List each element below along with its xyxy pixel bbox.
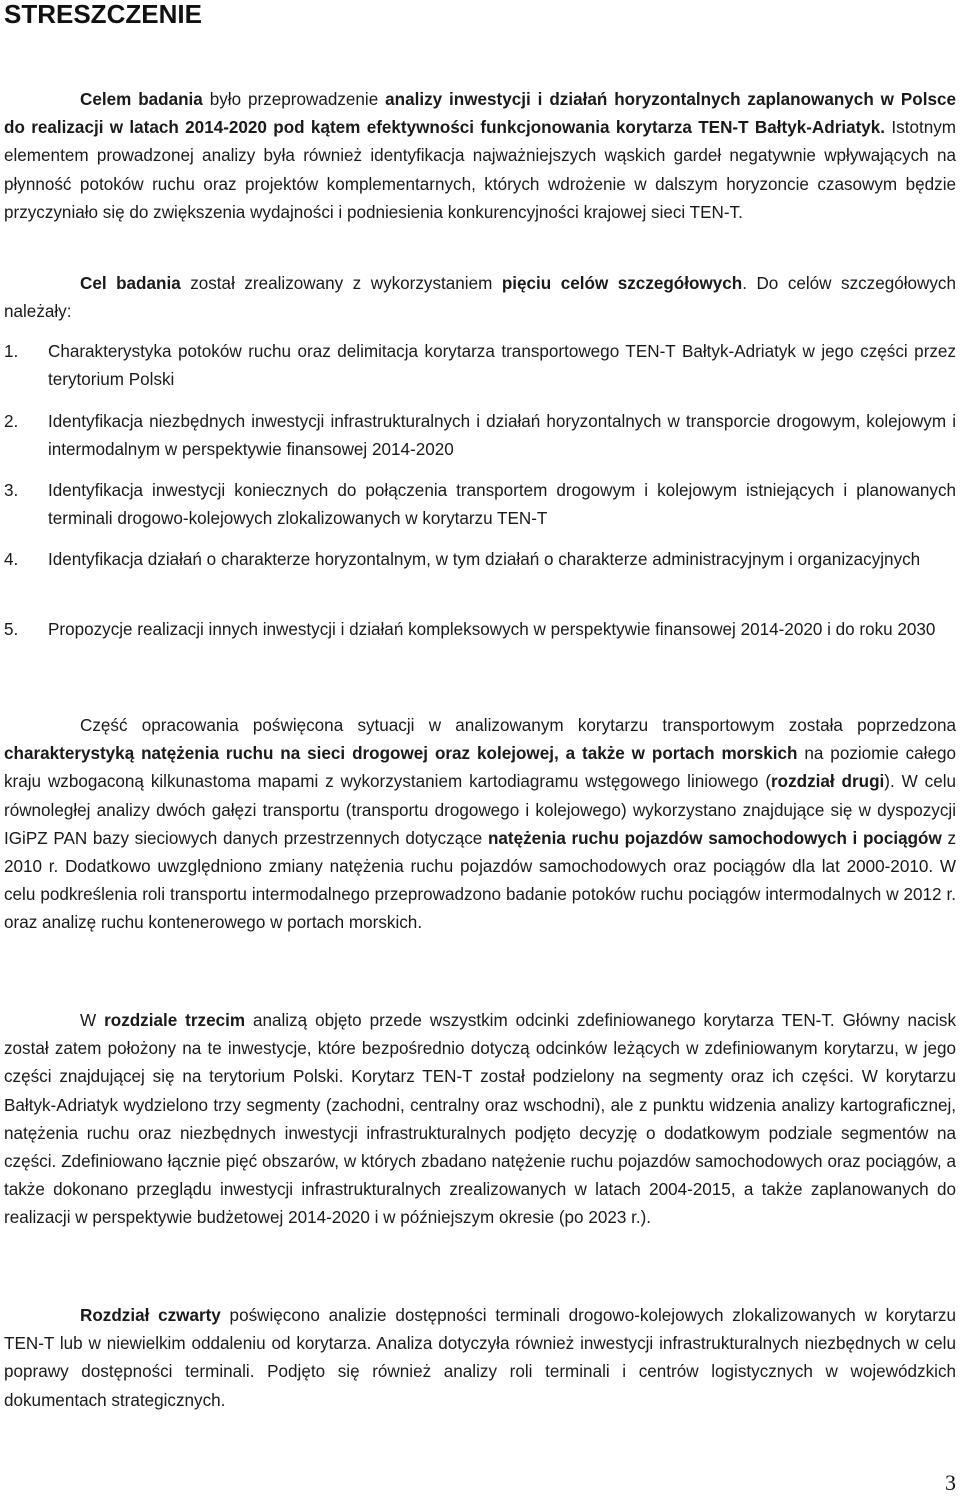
goals-bold-a: Cel badania [80, 274, 181, 293]
p3-bold-f: natężenia ruchu pojazdów samochodowych i pociągów [487, 828, 942, 848]
list-item [4, 338, 956, 394]
list-number: 1. [4, 342, 19, 361]
list-number: 2. [4, 412, 19, 431]
goals-text-d: . Do celów szczegółowych należały: [4, 274, 956, 322]
p4-text-c: analizą objęto przede wszystkim odcinki zdefiniowanego korytarza TEN-T. Główny nacisk został zatem położony na te inwestycje, które bezpośrednio dotyczą odcinków leżących w zdefiniowanym korytarzu, w jego części znajdującej się na terytorium Polski. Korytarz TEN-T został podzielony na segmenty oraz ich części. W korytarzu Bałtyk-Adriatyk wydzielono trzy segmenty (zachodni, centralny oraz wschodni), ale z punktu widzenia analizy kartograficznej, natężenia ruchu oraz niezbędnych inwestycji infrastrukturalnych podjęto decyzję o dodatkowym podziale segmentów na części. Zdefiniowano łącznie pięć obszarów, w których zbadano natężenie ruchu pojazdów samochodowych oraz pociągów, a także dokonano przeglądu inwestycji infrastrukturalnych zrealizowanych w latach 2004-2015, a także zaplanowanych do realizacji w perspektywie budżetowej 2014-2020 i w późniejszym okresie (po 2023 r.). [4, 1011, 957, 1228]
page-number: 3 [945, 1470, 956, 1495]
p3-text-c: na poziomie całego kraju wzbogaconą kilkunastoma mapami z wykorzystaniem kartodiagramu wstęgowego liniowego ( [4, 744, 956, 792]
list-item [4, 408, 956, 464]
list-item [4, 546, 956, 574]
p3-bold-b: charakterystyką natężenia ruchu na sieci drogowej oraz kolejowej, a także w portach morskich [4, 744, 798, 764]
list-text: Charakterystyka potoków ruchu oraz delimitacja korytarza transportowego TEN-T Bałtyk-Adriatyk w jego części przez terytorium Polski [48, 342, 956, 390]
goals-bold-c: pięciu celów szczegółowych [501, 274, 743, 293]
chapter-four-paragraph [4, 1302, 956, 1415]
list-text: Propozycje realizacji innych inwestycji i działań kompleksowych w perspektywie finansowej 2014-2020 i do roku 2030 [48, 620, 936, 639]
goals-list-3 [4, 477, 956, 533]
intro-bold-c: analizy inwestycji i działań horyzontalnych zaplanowanych w Polsce do realizacji w latach 2014-2020 pod kątem efektywności funkcjonowania korytarza TEN-T Bałtyk-Adriatyk. [4, 90, 956, 138]
p3-text-a: Część opracowania poświęcona sytuacji w analizowanym korytarzu transportowym została poprzedzona [80, 716, 956, 735]
list-item [4, 616, 956, 644]
list-text: Identyfikacja inwestycji koniecznych do połączenia transportem drogowym i kolejowym istniejących i planowanych terminali drogowo-kolejowych zlokalizowanych w korytarzu TEN-T [48, 481, 956, 529]
goals-text-b: został zrealizowany z wykorzystaniem [180, 274, 502, 293]
p3-text-g: z 2010 r. Dodatkowo uwzględniono zmiany natężenia ruchu pojazdów samochodowych oraz pociągów dla lat 2000-2010. W celu podkreślenia roli transportu intermodalnego przeprowadzono badanie potoków ruchu pociągów intermodalnych w 2012 r. oraz analizę ruchu kontenerowego w portach morskich. [4, 828, 957, 933]
intro-paragraph [4, 86, 956, 227]
intro-bold-a: Celem badania [80, 90, 203, 109]
goals-list-2 [4, 408, 956, 464]
chapter-three-paragraph [4, 1007, 956, 1233]
goals-list-5 [4, 616, 956, 644]
p5-bold-a: Rozdział czwarty [80, 1306, 221, 1325]
goals-list-4 [4, 546, 956, 574]
list-text: Identyfikacja działań o charakterze horyzontalnym, w tym działań o charakterze administracyjnym i organizacyjnych [48, 550, 921, 569]
list-item [4, 477, 956, 533]
page-title: STRESZCZENIE [4, 0, 202, 29]
p3-bold-d: rozdział drugi [771, 772, 885, 792]
p4-text-a: W [80, 1011, 105, 1030]
list-number: 5. [4, 620, 19, 639]
p4-bold-b: rozdziale trzecim [104, 1011, 246, 1030]
p3-text-e: ). W celu równoległej analizy dwóch gałęzi transportu (transportu drogowego i kolejowego) wykorzystano znajdujące się w dyspozycji IGiPZ PAN bazy sieciowych danych przestrzennych dotyczące [4, 772, 957, 848]
list-number: 4. [4, 550, 19, 569]
goals-list [4, 338, 956, 394]
p5-text-b: poświęcono analizie dostępności terminali drogowo-kolejowych zlokalizowanych w korytarzu TEN-T lub w niewielkim oddaleniu od korytarza. Analiza dotyczyła również inwestycji infrastrukturalnych niezbędnych w celu poprawy dostępności terminali. Podjęto się również analizy roli terminali i centrów logistycznych w wojewódzkich dokumentach strategicznych. [4, 1306, 956, 1410]
intro-text-d: Istotnym elementem prowadzonej analizy była również identyfikacja najważniejszych wąskich gardeł negatywnie wpływających na płynność potoków ruchu oraz projektów komplementarnych, których wdrożenie w dalszym horyzoncie czasowym będzie przyczyniało się do zwiększenia wydajności i podniesienia konkurencyjności krajowej sieci TEN-T. [4, 118, 956, 222]
list-number: 3. [4, 481, 19, 500]
traffic-paragraph [4, 712, 956, 938]
list-text: Identyfikacja niezbędnych inwestycji infrastrukturalnych i działań horyzontalnych w transporcie drogowym, kolejowym i intermodalnym w perspektywie finansowej 2014-2020 [48, 412, 956, 460]
intro-text-b: było przeprowadzenie [202, 90, 386, 109]
goals-paragraph [4, 270, 956, 326]
